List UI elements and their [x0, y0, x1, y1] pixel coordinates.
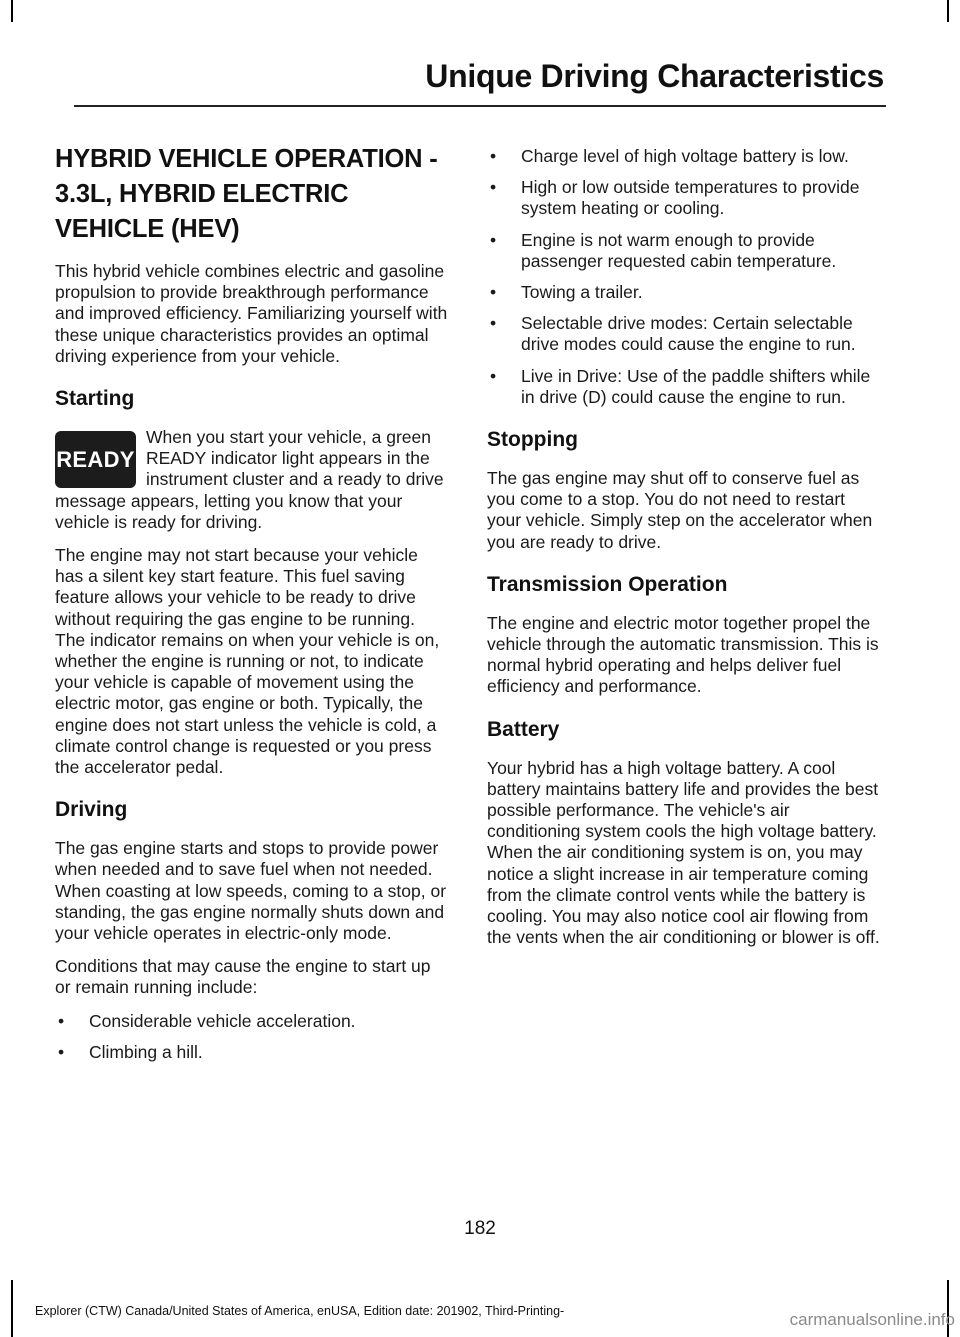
bullet: •	[490, 313, 497, 334]
intro-paragraph: This hybrid vehicle combines electric and gasoline propulsion to provide breakthrough performance and improved efficiency. Familiarizing yourself with these unique characteristics provides an optimal driving experience from your vehicle.	[55, 261, 448, 366]
bullet: •	[58, 1010, 65, 1031]
list-item-text: Considerable vehicle acceleration.	[89, 1010, 356, 1031]
list-item-text: Engine is not warm enough to provide passenger requested cabin temperature.	[521, 229, 837, 271]
crop-mark-top-right	[947, 0, 949, 22]
list-item-text: Charge level of high voltage battery is low.	[521, 146, 849, 166]
list-item-text: Selectable drive modes: Certain selectable drive modes could cause the engine to run.	[521, 313, 856, 355]
list-item	[487, 313, 880, 355]
starting-block	[55, 427, 448, 545]
transmission-paragraph: The engine and electric motor together propel the vehicle through the automatic transmission. This is normal hybrid operating and helps deliver fuel efficiency and performance.	[487, 612, 879, 697]
list-item	[487, 230, 880, 272]
driving-paragraph-2: Conditions that may cause the engine to start up or remain running include:	[55, 956, 431, 998]
right-column	[487, 146, 880, 960]
ready-indicator-icon: READY	[55, 431, 136, 488]
page-number: 182	[464, 1218, 496, 1239]
conditions-list-left	[55, 1011, 448, 1063]
header-rule	[74, 105, 886, 107]
bullet: •	[490, 229, 497, 250]
starting-paragraph-1: When you start your vehicle, a green READY indicator light appears in the instrument cluster and a ready to drive message appears, letting you know that your vehicle is ready for driving.	[55, 427, 444, 532]
starting-heading: Starting	[55, 387, 135, 411]
section-heading: HYBRID VEHICLE OPERATION - 3.3L, HYBRID ELECTRIC VEHICLE (HEV)	[55, 145, 438, 243]
crop-mark-top-left	[11, 0, 13, 22]
list-item	[487, 366, 880, 408]
battery-paragraph: Your hybrid has a high voltage battery. A cool battery maintains battery life and provides the best possible performance. The vehicle's air conditioning system cools the high voltage battery. When the air conditioning system is on, you may notice a slight increase in air temperature coming from the climate control vents while the battery is cooling. You may also notice cool air flowing from the vents when the air conditioning or blower is off.	[487, 757, 880, 948]
bullet: •	[490, 282, 497, 303]
stopping-heading: Stopping	[487, 428, 578, 452]
bullet: •	[490, 146, 497, 166]
stopping-paragraph: The gas engine may shut off to conserve fuel as you come to a stop. You do not need to restart your vehicle. Simply step on the accelerator when you are ready to drive.	[487, 468, 873, 552]
list-item	[55, 1011, 448, 1032]
page-header-title: Unique Driving Characteristics	[425, 58, 884, 94]
list-item-text: Climbing a hill.	[89, 1041, 203, 1062]
battery-heading: Battery	[487, 717, 560, 741]
watermark-text: carmanualsonline.info	[789, 1310, 955, 1329]
footer-edition-text: Explorer (CTW) Canada/United States of America, enUSA, Edition date: 201902, Third-Printing-	[35, 1304, 565, 1318]
list-item-text: Towing a trailer.	[521, 282, 643, 303]
bullet: •	[490, 177, 497, 198]
crop-mark-bottom-left	[11, 1280, 13, 1337]
list-item	[55, 1042, 448, 1063]
bullet: •	[490, 365, 497, 386]
left-column	[55, 142, 448, 1073]
list-item	[487, 177, 880, 219]
transmission-heading: Transmission Operation	[487, 572, 728, 596]
list-item	[487, 146, 880, 167]
bullet: •	[58, 1041, 65, 1062]
list-item	[487, 282, 880, 303]
starting-paragraph-2: The engine may not start because your vehicle has a silent key start feature. This fuel saving feature allows your vehicle to be ready to drive without requiring the gas engine to be running. The indicator remains on when your vehicle is on, whether the engine is running or not, to indicate your vehicle is capable of movement using the electric motor, gas engine or both. Typically, the engine does not start unless the vehicle is cold, a climate control change is requested or you press the accelerator pedal.	[55, 545, 440, 778]
list-item-text: High or low outside temperatures to provide system heating or cooling.	[521, 177, 860, 219]
driving-heading: Driving	[55, 798, 128, 822]
list-item-text: Live in Drive: Use of the paddle shifters while in drive (D) could cause the engine to run.	[521, 365, 871, 407]
driving-paragraph-1: The gas engine starts and stops to provide power when needed and to save fuel when not needed. When coasting at low speeds, coming to a stop, or standing, the gas engine normally shuts down and your vehicle operates in electric-only mode.	[55, 838, 447, 944]
conditions-list-right	[487, 146, 880, 408]
